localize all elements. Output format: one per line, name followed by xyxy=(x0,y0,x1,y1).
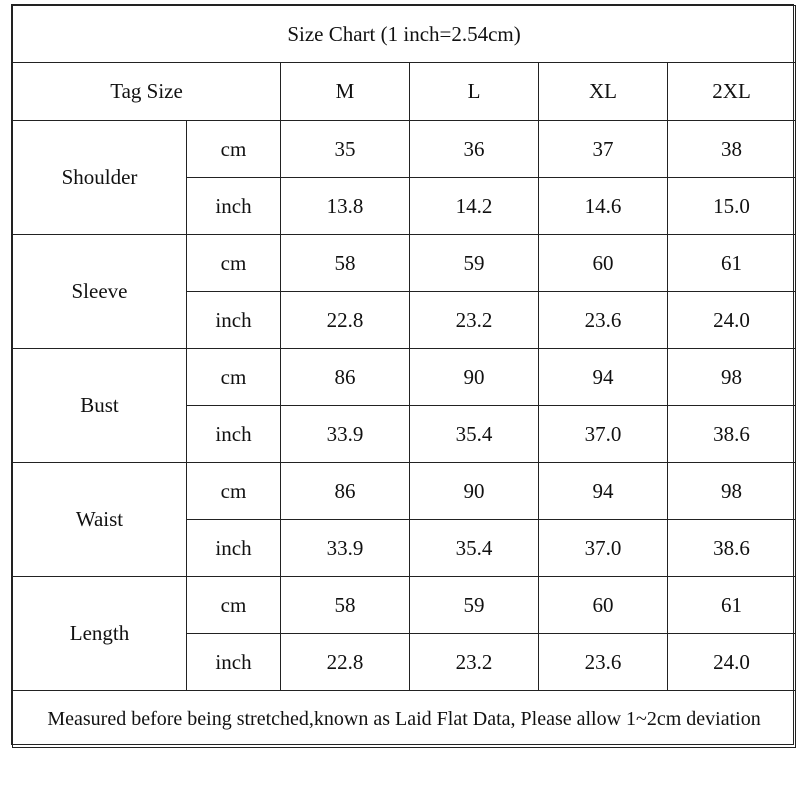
table-row xyxy=(13,463,796,520)
value-cell: 90 xyxy=(410,349,539,406)
table-row xyxy=(13,577,796,634)
table-row xyxy=(13,349,796,406)
value-cell: 15.0 xyxy=(668,178,796,235)
measurement-name-length: Length xyxy=(13,577,187,691)
value-cell: 14.6 xyxy=(539,178,668,235)
size-header-xl: XL xyxy=(539,63,668,121)
value-cell: 38.6 xyxy=(668,406,796,463)
unit-inch: inch xyxy=(187,292,281,349)
value-cell: 58 xyxy=(281,235,410,292)
value-cell: 58 xyxy=(281,577,410,634)
value-cell: 37.0 xyxy=(539,520,668,577)
value-cell: 24.0 xyxy=(668,634,796,691)
size-chart xyxy=(11,4,794,745)
value-cell: 86 xyxy=(281,349,410,406)
unit-inch: inch xyxy=(187,178,281,235)
value-cell: 60 xyxy=(539,235,668,292)
value-cell: 23.6 xyxy=(539,292,668,349)
value-cell: 38.6 xyxy=(668,520,796,577)
value-cell: 60 xyxy=(539,577,668,634)
unit-inch: inch xyxy=(187,406,281,463)
value-cell: 33.9 xyxy=(281,406,410,463)
unit-cm: cm xyxy=(187,577,281,634)
value-cell: 33.9 xyxy=(281,520,410,577)
measurement-name-bust: Bust xyxy=(13,349,187,463)
size-header-l: L xyxy=(410,63,539,121)
value-cell: 59 xyxy=(410,235,539,292)
value-cell: 94 xyxy=(539,463,668,520)
tag-size-header: Tag Size xyxy=(13,63,281,121)
unit-cm: cm xyxy=(187,463,281,520)
unit-inch: inch xyxy=(187,520,281,577)
size-header-m: M xyxy=(281,63,410,121)
value-cell: 23.2 xyxy=(410,292,539,349)
size-chart-table xyxy=(12,5,796,748)
value-cell: 37.0 xyxy=(539,406,668,463)
unit-cm: cm xyxy=(187,349,281,406)
value-cell: 36 xyxy=(410,121,539,178)
value-cell: 22.8 xyxy=(281,634,410,691)
measurement-name-waist: Waist xyxy=(13,463,187,577)
value-cell: 23.6 xyxy=(539,634,668,691)
table-row xyxy=(13,121,796,178)
value-cell: 98 xyxy=(668,463,796,520)
unit-inch: inch xyxy=(187,634,281,691)
value-cell: 90 xyxy=(410,463,539,520)
table-row xyxy=(13,235,796,292)
value-cell: 23.2 xyxy=(410,634,539,691)
unit-cm: cm xyxy=(187,235,281,292)
value-cell: 61 xyxy=(668,577,796,634)
value-cell: 24.0 xyxy=(668,292,796,349)
value-cell: 37 xyxy=(539,121,668,178)
value-cell: 38 xyxy=(668,121,796,178)
value-cell: 22.8 xyxy=(281,292,410,349)
measurement-name-shoulder: Shoulder xyxy=(13,121,187,235)
size-header-2xl: 2XL xyxy=(668,63,796,121)
value-cell: 35.4 xyxy=(410,406,539,463)
value-cell: 35.4 xyxy=(410,520,539,577)
value-cell: 59 xyxy=(410,577,539,634)
chart-title: Size Chart (1 inch=2.54cm) xyxy=(13,6,796,63)
value-cell: 94 xyxy=(539,349,668,406)
measurement-note: Measured before being stretched,known as Laid Flat Data, Please allow 1~2cm deviation xyxy=(13,691,796,748)
value-cell: 35 xyxy=(281,121,410,178)
value-cell: 61 xyxy=(668,235,796,292)
measurement-name-sleeve: Sleeve xyxy=(13,235,187,349)
value-cell: 86 xyxy=(281,463,410,520)
value-cell: 14.2 xyxy=(410,178,539,235)
value-cell: 98 xyxy=(668,349,796,406)
unit-cm: cm xyxy=(187,121,281,178)
value-cell: 13.8 xyxy=(281,178,410,235)
